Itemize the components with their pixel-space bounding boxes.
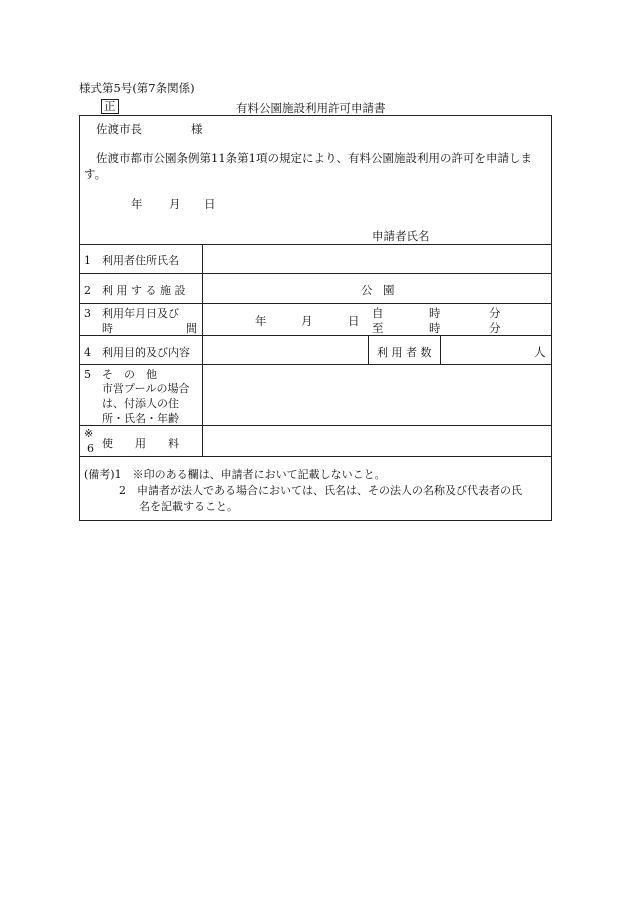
row3-hi: 日: [348, 314, 360, 328]
row3-to: 至: [372, 321, 384, 335]
other-info-field[interactable]: [204, 366, 549, 424]
note-2-line2: 名を記載すること。: [139, 500, 238, 513]
row3-label-ji: 時: [102, 322, 113, 335]
facility-ko: 公: [361, 283, 373, 297]
row3-ji1: 時: [429, 306, 441, 320]
row3-tsuki: 月: [301, 314, 313, 328]
row6-label: 使 用 料: [102, 437, 179, 450]
row5-line4: 所・氏名・年齢: [102, 412, 179, 425]
form-number: 様式第5号(第7条関係): [79, 81, 195, 95]
row3-ji2: 時: [429, 321, 441, 335]
row6-num: 6: [87, 442, 94, 455]
row6-mark: ※: [84, 427, 94, 440]
row1-label: 1 利用者住所氏名: [84, 254, 179, 267]
row3-label-kan: 間: [186, 322, 197, 335]
user-count-unit: 人: [534, 345, 546, 359]
date-tsuki: 月: [169, 197, 181, 211]
fee-field[interactable]: [204, 427, 549, 455]
user-count-label: 利 用 者 数: [377, 346, 432, 359]
note-1: (備考)1 ※印のある欄は、申請者において記載しないこと。: [84, 468, 386, 481]
user-address-name-field[interactable]: [204, 246, 549, 272]
row4-label: 4 利用目的及び内容: [84, 346, 190, 359]
row5-line2: 市営プールの場合: [102, 382, 190, 395]
user-count-field[interactable]: [442, 337, 532, 363]
body-text-line1: 佐渡市都市公園条例第11条第1項の規定により、有料公園施設利用の許可を申請しま: [96, 151, 532, 165]
row3-fun2: 分: [489, 321, 501, 335]
applicant-name-label: 申請者氏名: [372, 229, 430, 243]
row5-line1: 5 そ の 他: [84, 368, 157, 381]
row3-label-line1: 3 利用年月日及び: [84, 307, 179, 320]
row3-fun1: 分: [489, 306, 501, 320]
addressee: 佐渡市長: [96, 122, 142, 136]
date-hi: 日: [204, 197, 216, 211]
note-2-line1: 2 申請者が法人である場合においては、氏名は、その法人の名称及び代表者の氏: [119, 484, 522, 497]
row5-line3: は、付添人の住: [102, 397, 179, 410]
row2-label: 2 利 用 す る 施 設: [84, 284, 186, 297]
sama-label: 様: [191, 122, 203, 136]
row3-from: 自: [372, 306, 384, 320]
form-title: 有料公園施設利用許可申請書: [236, 101, 386, 115]
purpose-field[interactable]: [204, 337, 366, 363]
facility-en: 園: [383, 283, 395, 297]
date-nen: 年: [131, 197, 143, 211]
body-text-line2: す。: [84, 167, 107, 181]
sei-box: 正: [101, 99, 119, 114]
row3-nen: 年: [255, 314, 267, 328]
